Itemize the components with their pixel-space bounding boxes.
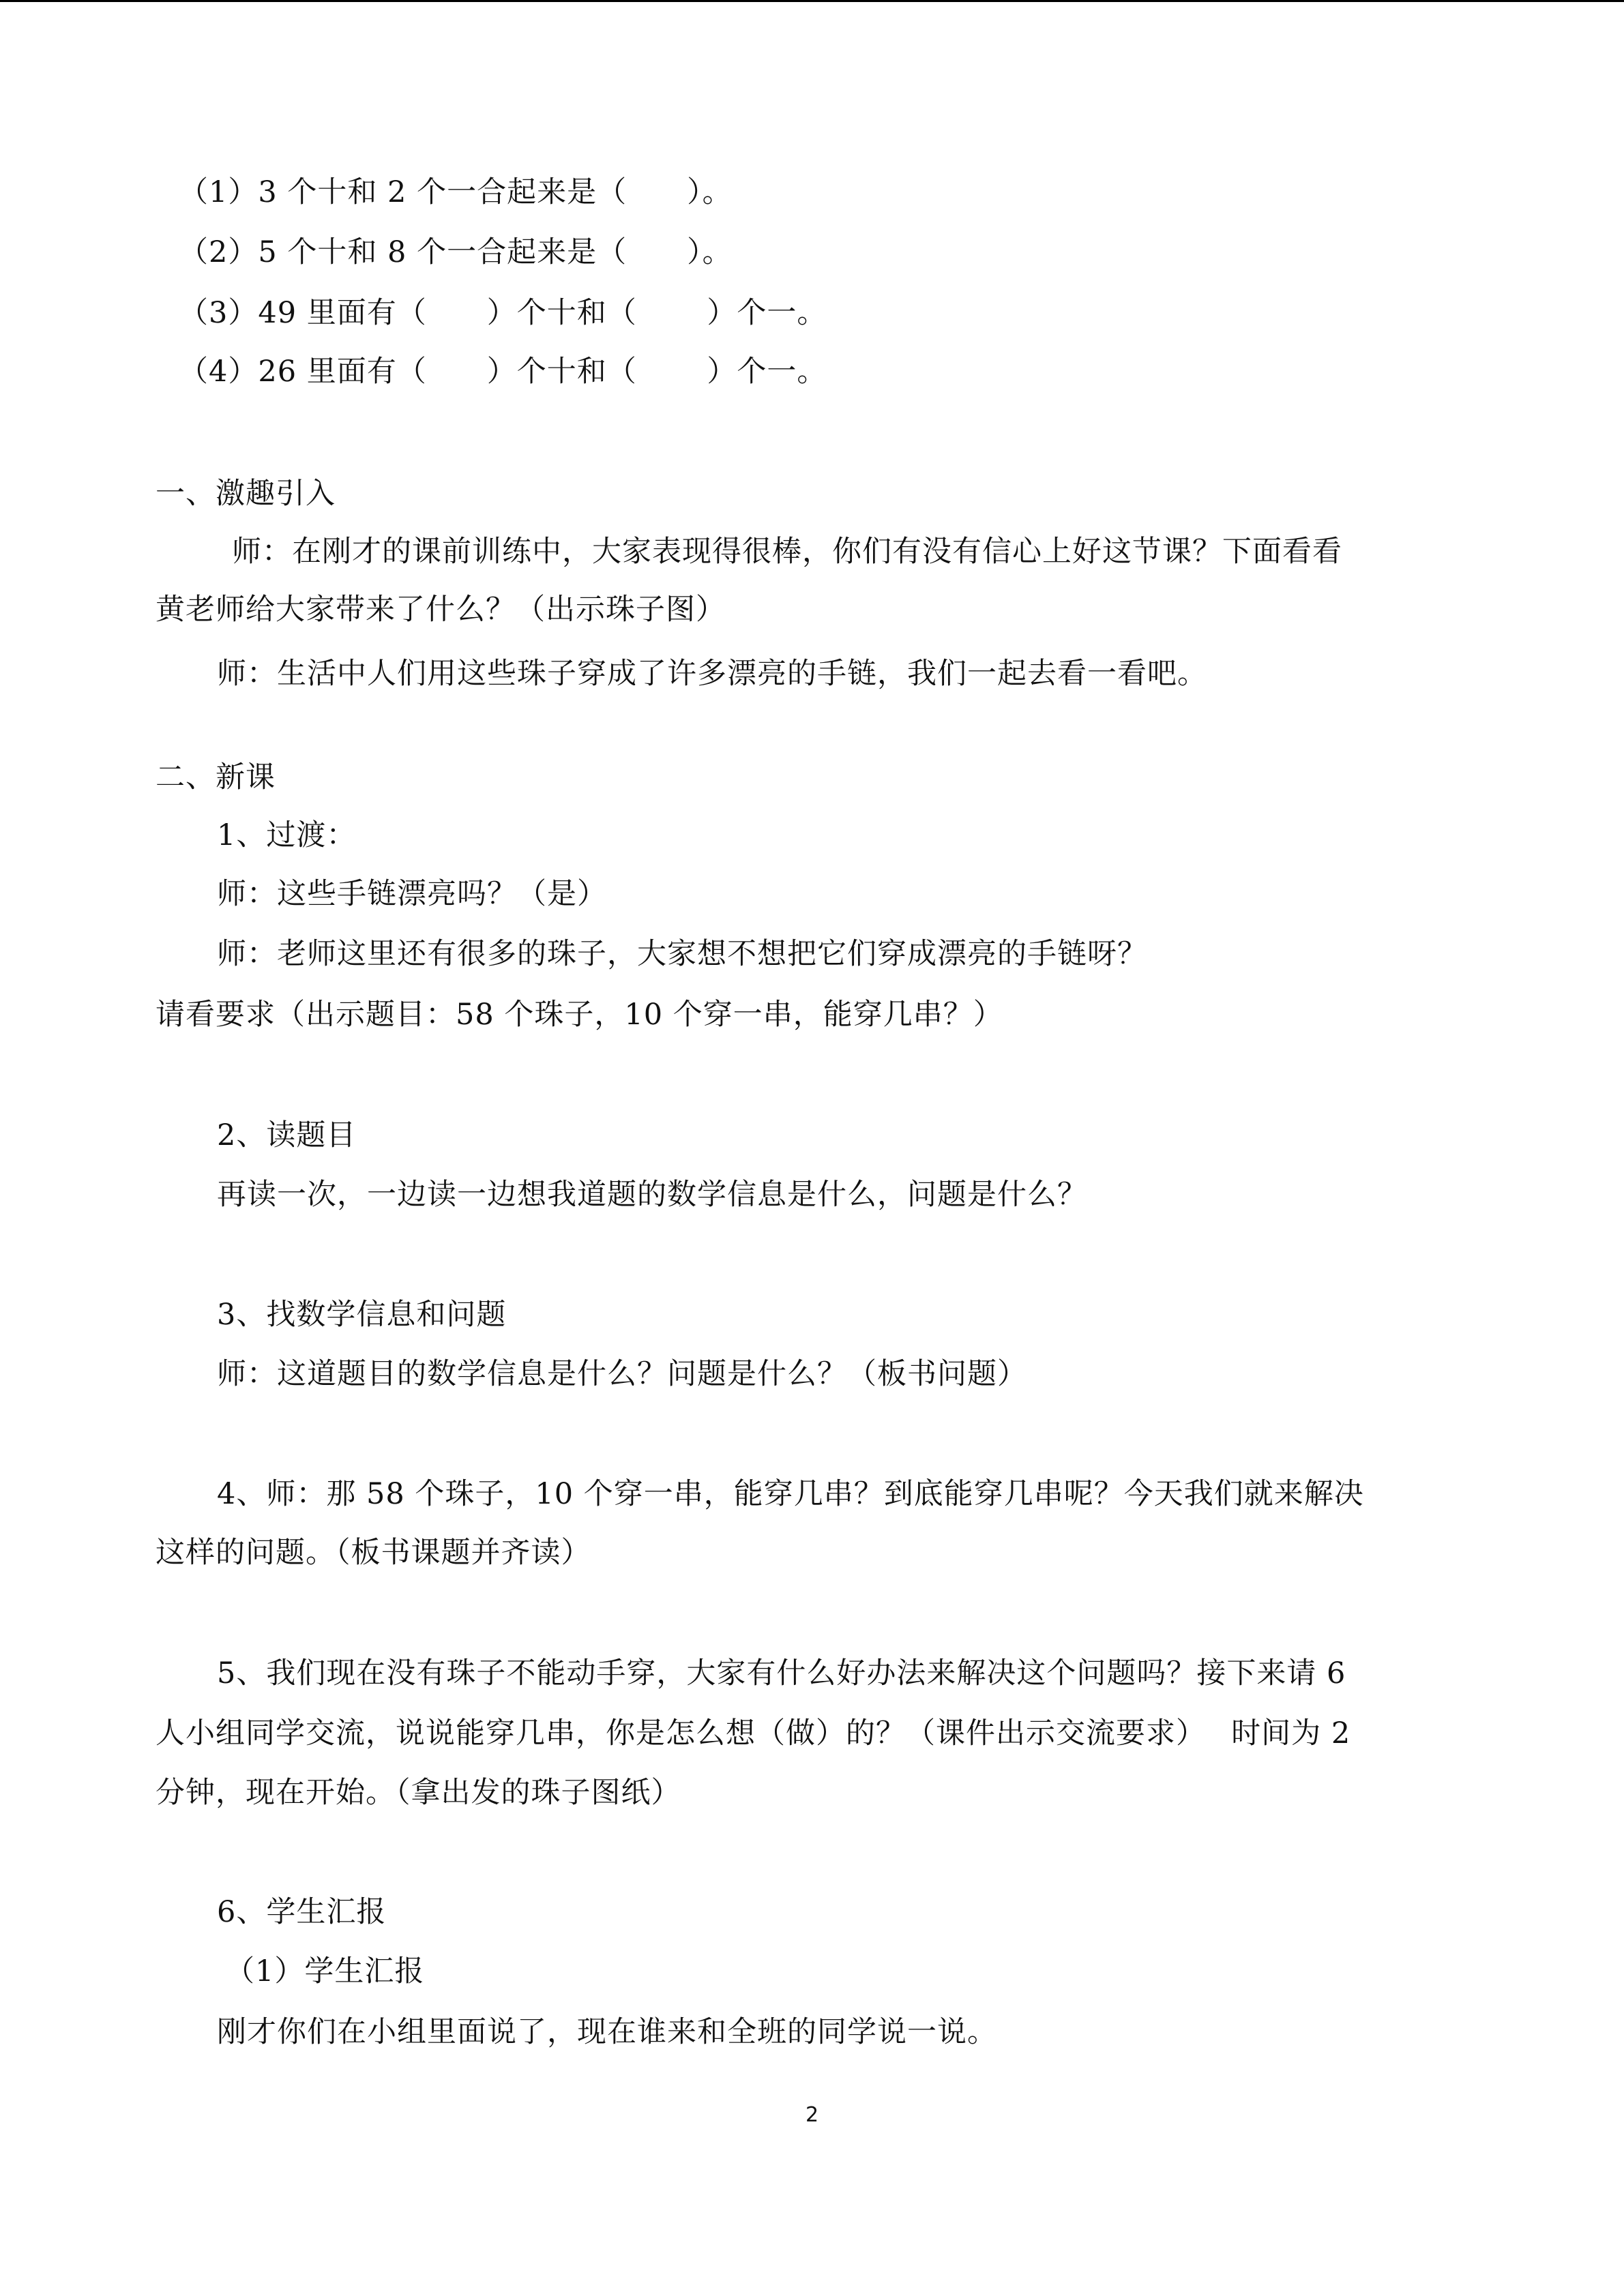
step-text: 师：这些手链漂亮吗？（是）: [217, 877, 607, 911]
step-text: 刚才你们在小组里面说了，现在谁来和全班的同学说一说。: [217, 2015, 997, 2049]
step-text: 再读一次，一边读一边想我道题的数学信息是什么，问题是什么？: [217, 1178, 1087, 1212]
exercise-1: （1）3 个十和 2 个一合起来是（ ）。: [179, 175, 733, 209]
step-subtitle: （1）学生汇报: [225, 1954, 425, 1988]
step-text: 师：这道题目的数学信息是什么？问题是什么？（板书问题）: [217, 1357, 1027, 1391]
step-title: 3、找数学信息和问题: [217, 1298, 507, 1332]
step-text: 请看要求（出示题目：58 个珠子，10 个穿一串，能穿几串？）: [156, 998, 1003, 1032]
intro-paragraph-line: 师：在刚才的课前训练中，大家表现得很棒，你们有没有信心上好这节课？下面看看: [232, 535, 1342, 569]
step-title: 2、读题目: [217, 1118, 357, 1152]
exercise-4: （4）26 里面有（ ）个十和（ ）个一。: [179, 355, 827, 389]
page-number: 2: [805, 2103, 819, 2127]
step-title: 1、过渡：: [217, 818, 357, 852]
intro-paragraph-line: 师：生活中人们用这些珠子穿成了许多漂亮的手链，我们一起去看一看吧。: [217, 657, 1207, 691]
intro-paragraph-line: 黄老师给大家带来了什么？（出示珠子图）: [156, 593, 726, 627]
exercise-3: （3）49 里面有（ ）个十和（ ）个一。: [179, 296, 827, 330]
step-text: 人小组同学交流，说说能穿几串，你是怎么想（做）的？（课件出示交流要求） 时间为 2: [156, 1716, 1351, 1750]
step-text: 这样的问题。（板书课题并齐读）: [156, 1536, 591, 1570]
page-top-border: [0, 0, 1624, 2]
step-title: 6、学生汇报: [217, 1895, 387, 1929]
section-heading-new-lesson: 二、新课: [156, 760, 276, 794]
step-text: 分钟，现在开始。（拿出发的珠子图纸）: [156, 1776, 681, 1810]
step-text: 4、师：那 58 个珠子，10 个穿一串，能穿几串？到底能穿几串呢？今天我们就来解决: [217, 1477, 1364, 1511]
step-text: 5、我们现在没有珠子不能动手穿，大家有什么好办法来解决这个问题吗？接下来请 6: [217, 1656, 1346, 1690]
step-text: 师：老师这里还有很多的珠子，大家想不想把它们穿成漂亮的手链呀？: [217, 937, 1147, 971]
section-heading-intro: 一、激趣引入: [156, 477, 336, 511]
exercise-2: （2）5 个十和 8 个一合起来是（ ）。: [179, 235, 733, 269]
